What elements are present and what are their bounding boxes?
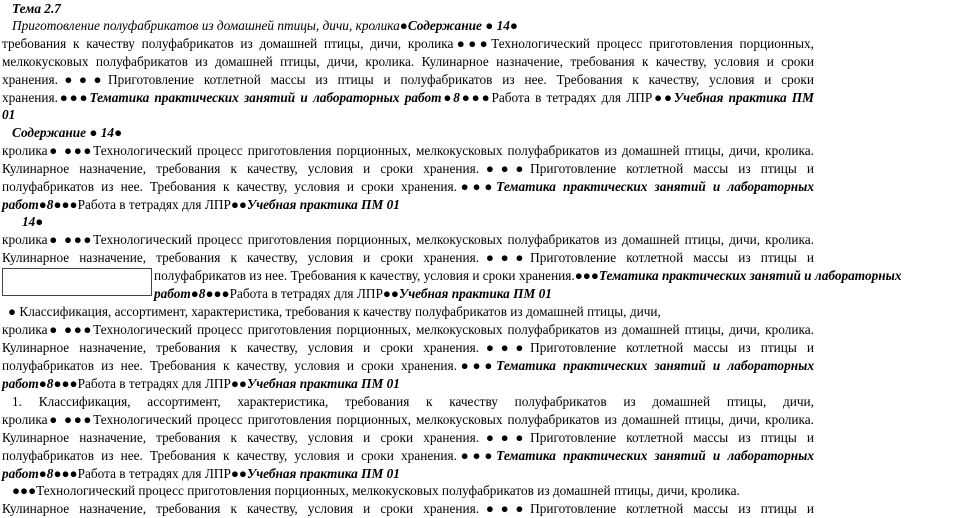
topic-title: Приготовление полуфабрикатов из домашней птицы, дичи, кролика <box>12 18 400 33</box>
text-line: Кулинарное назначение, требования к качеству, условия и сроки хранения.●●●Приготовление котлетной массы из птицы и <box>2 250 814 265</box>
numbered-item-line: 1. Классификация, ассортимент, характеристика, требования к качеству полуфабрикатов из домашней птицы, дичи, <box>12 394 814 409</box>
bullet-icon: ●●● <box>479 161 531 176</box>
text-line: мелкокусковых полуфабрикатов из домашней птицы, дичи, кролика. Кулинарное назначение, требования к качеству, условия и сроки <box>2 54 814 69</box>
bullet-icon: ●●● <box>57 72 108 87</box>
bullet-icon: ● <box>399 18 408 33</box>
bullet-icon: ●● <box>230 376 247 391</box>
bullet-icon: ●●● <box>12 483 37 498</box>
text-line: Кулинарное назначение, требования к качеству, условия и сроки хранения.●●●Приготовление котлетной массы из птицы и <box>2 430 814 445</box>
bullet-icon: ●●● <box>479 340 531 355</box>
text-line: требования к качеству полуфабрикатов из домашней птицы, дичи, кролика●●●Технологический процесс приготовления порционных, <box>2 36 814 51</box>
bullet-icon: ● <box>47 412 59 427</box>
bullet-icon: ● <box>89 125 98 140</box>
hours-line: 14● <box>22 214 44 229</box>
bullet-icon: ●●● <box>456 358 497 373</box>
bullet-icon: ●●● <box>574 268 599 283</box>
text-line: полуфабрикатов из нее. Требования к качеству, условия и сроки хранения.●●●Тематика практических занятий и лабораторных <box>2 448 814 463</box>
bullet-icon: ●●● <box>63 412 94 427</box>
bullet-icon: ● <box>485 18 494 33</box>
bullet-icon: ●● <box>230 197 247 212</box>
bullet-icon: ● <box>35 214 44 229</box>
hours-value: 14 <box>496 18 510 33</box>
bullet-icon: ● <box>190 286 199 301</box>
text-line: хранения.●●●Приготовление котлетной массы из птицы и полуфабрикатов из нее. Требования к качеству, условия и сроки <box>2 72 814 87</box>
text-line: работ●8●●●Работа в тетрадях для ЛПР●●Учебная практика ПМ 01 <box>154 286 552 301</box>
bullet-icon: ●●● <box>63 232 94 247</box>
bullet-icon: ●●● <box>453 36 492 51</box>
bullet-icon: ● <box>114 125 123 140</box>
text-line: ●●●Технологический процесс приготовления порционных, мелкокусковых полуфабрикатов из домашней птицы, дичи, кролика. <box>12 483 740 498</box>
bullet-icon: ● <box>47 143 59 158</box>
bullet-icon: ●●● <box>53 466 78 481</box>
bullet-icon: ● <box>38 376 47 391</box>
bullet-icon: ●●● <box>456 448 497 463</box>
bullet-icon: ● <box>509 18 518 33</box>
text-line: кролика● ●●●Технологический процесс приготовления порционных, мелкокусковых полуфабрикатов из домашней птицы, дичи, кролика. <box>2 143 814 158</box>
bullet-icon: ●●● <box>459 90 492 105</box>
bullet-icon: ● <box>8 304 17 319</box>
bullet-icon: ● <box>47 232 59 247</box>
bullet-icon: ●● <box>652 90 674 105</box>
bullet-icon: ●●● <box>63 322 94 337</box>
bullet-icon: ●●● <box>479 250 531 265</box>
topic-label: Тема 2.7 <box>12 1 61 16</box>
text-line: хранения.●●●Тематика практических занятий и лабораторных работ●8●●●Работа в тетрадях для ЛПР●●Учебная практика ПМ <box>2 90 814 105</box>
text-line: Кулинарное назначение, требования к качеству, условия и сроки хранения.●●●Приготовление котлетной массы из птицы и <box>2 501 814 516</box>
bullet-icon: ●●● <box>63 143 94 158</box>
bullet-icon: ● <box>441 90 454 105</box>
text-line: 01 <box>2 107 16 122</box>
bullet-icon: ●●● <box>479 501 531 516</box>
text-line: Кулинарное назначение, требования к качеству, условия и сроки хранения.●●●Приготовление котлетной массы из птицы и <box>2 340 814 355</box>
bullet-icon: ● <box>38 466 47 481</box>
classification-line: ● Классификация, ассортимент, характеристика, требования к качеству полуфабрикатов из домашней птицы, дичи, <box>8 304 661 319</box>
text-line: кролика● ●●●Технологический процесс приготовления порционных, мелкокусковых полуфабрикатов из домашней птицы, дичи, кролика. <box>2 412 814 427</box>
bullet-icon: ●●● <box>456 179 497 194</box>
bullet-icon: ● <box>38 197 47 212</box>
topic-heading <box>12 0 824 18</box>
text-line: работ●8●●●Работа в тетрадях для ЛПР●●Учебная практика ПМ 01 <box>2 197 400 212</box>
text-line: кролика● ●●●Технологический процесс приготовления порционных, мелкокусковых полуфабрикатов из домашней птицы, дичи, кролика. <box>2 232 814 247</box>
content-heading: Содержание ● 14● <box>12 125 123 140</box>
text-line: кролика● ●●●Технологический процесс приготовления порционных, мелкокусковых полуфабрикатов из домашней птицы, дичи, кролика. <box>2 322 814 337</box>
bullet-icon: ●●● <box>53 197 78 212</box>
text-line: полуфабрикатов из нее. Требования к качеству, условия и сроки хранения.●●●Тематика практических занятий и лабораторных <box>2 358 814 373</box>
bullet-icon: ●●● <box>205 286 230 301</box>
text-line: полуфабрикатов из нее. Требования к качеству, условия и сроки хранения.●●●Тематика практических занятий и лабораторных <box>2 179 814 194</box>
text-line: полуфабрикатов из нее. Требования к качеству, условия и сроки хранения.●●●Тематика практических занятий и лабораторных <box>154 268 902 283</box>
text-line: работ●8●●●Работа в тетрадях для ЛПР●●Учебная практика ПМ 01 <box>2 376 400 391</box>
bullet-icon: ●● <box>382 286 399 301</box>
bullet-icon: ●●● <box>57 90 90 105</box>
bullet-icon: ● <box>47 322 59 337</box>
text-line: Кулинарное назначение, требования к качеству, условия и сроки хранения.●●●Приготовление котлетной массы из птицы и <box>2 161 814 176</box>
bullet-icon: ●● <box>230 466 247 481</box>
content-label: Содержание <box>407 18 482 33</box>
text-line: работ●8●●●Работа в тетрадях для ЛПР●●Учебная практика ПМ 01 <box>2 466 400 481</box>
bullet-icon: ●●● <box>479 430 531 445</box>
topic-title-line <box>12 17 824 35</box>
bullet-icon: ●●● <box>53 376 78 391</box>
empty-frame <box>2 268 152 296</box>
